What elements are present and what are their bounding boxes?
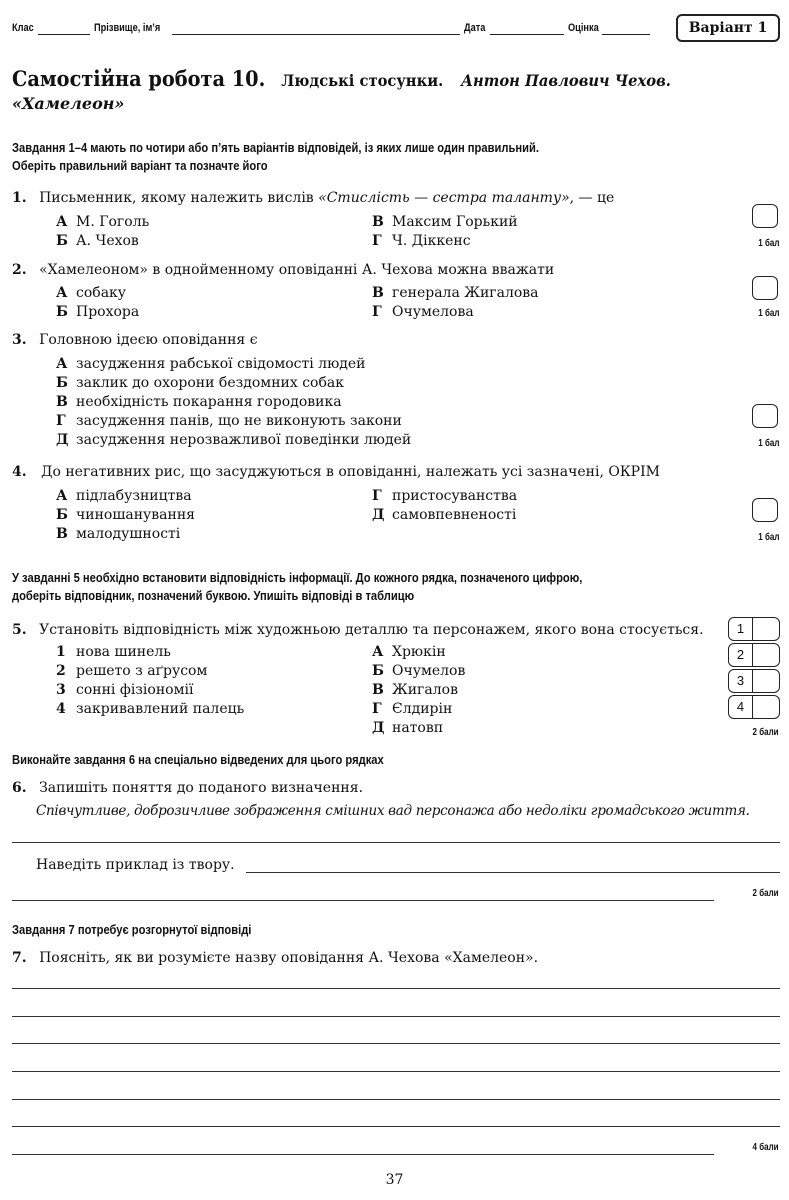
question-number: 3. bbox=[12, 332, 27, 348]
points-3: 1 бал bbox=[757, 438, 779, 449]
question-number: 6. bbox=[12, 780, 27, 796]
answer-cell[interactable] bbox=[752, 669, 780, 693]
answer-line[interactable] bbox=[12, 1126, 780, 1127]
name-label: Прізвище, ім’я bbox=[94, 22, 161, 34]
topic-title: Людські стосунки. bbox=[281, 71, 444, 90]
question-number: 1. bbox=[12, 190, 27, 206]
page-number: 37 bbox=[385, 1172, 404, 1188]
question-text: Поясніть, як ви розумієте назву оповідання А. Чехова «Хамелеон». bbox=[39, 950, 539, 966]
question-number: 4. bbox=[12, 464, 27, 480]
answer-box-4[interactable] bbox=[752, 498, 778, 522]
question-text: До негативних рис, що засуджуються в оповіданні, належать усі зазначені, ОКРІМ bbox=[41, 464, 660, 480]
question-3 bbox=[12, 332, 258, 348]
question-text: Запишіть поняття до поданого визначення. bbox=[39, 780, 364, 796]
answer-box-3[interactable] bbox=[752, 404, 778, 428]
answer-line[interactable] bbox=[12, 842, 780, 843]
grade-label: Оцінка bbox=[568, 22, 599, 34]
points-2: 1 бал bbox=[757, 308, 779, 319]
option-v[interactable]: В необхідність покарання городовика bbox=[56, 394, 342, 410]
instruction-2-line1: У завданні 5 необхідно встановити відповідність інформації. До кожного рядка, позначеного цифрою, bbox=[12, 570, 583, 585]
grade-field[interactable] bbox=[602, 34, 650, 35]
option-b[interactable]: Б заклик до охорони бездомних собак bbox=[56, 375, 345, 391]
question-text: Письменник, якому належить вислів bbox=[39, 190, 319, 206]
option-d[interactable]: Д засудження нерозважливої поведінки людей bbox=[56, 432, 412, 448]
answer-line[interactable] bbox=[12, 1016, 780, 1017]
date-field[interactable] bbox=[490, 34, 564, 35]
match-right-g: Г Єлдирін bbox=[372, 701, 453, 717]
answer-cell[interactable] bbox=[752, 617, 780, 641]
variant-label: Варіант 1 bbox=[688, 20, 768, 36]
points-4: 1 бал bbox=[757, 532, 779, 543]
option-g[interactable]: Г Очумелова bbox=[372, 304, 474, 320]
answer-line[interactable] bbox=[12, 1154, 714, 1155]
question-6 bbox=[12, 780, 363, 796]
example-prompt: Наведіть приклад із твору. bbox=[36, 857, 235, 873]
instruction-2-line2: доберіть відповідник, позначений буквою. Упишіть відповіді в таблицю bbox=[12, 588, 415, 603]
answer-box-1[interactable] bbox=[752, 204, 778, 228]
question-1 bbox=[12, 190, 614, 206]
question-number: 5. bbox=[12, 622, 27, 638]
option-b[interactable]: Б А. Чехов bbox=[56, 233, 139, 249]
answer-line[interactable] bbox=[12, 1043, 780, 1044]
answer-cell[interactable] bbox=[752, 643, 780, 667]
option-g[interactable]: Г Ч. Діккенс bbox=[372, 233, 471, 249]
class-label: Клас bbox=[12, 22, 34, 34]
match-left-2: 2 решето з аґрусом bbox=[56, 663, 208, 679]
points-7: 4 бали bbox=[752, 1142, 779, 1153]
points-1: 1 бал bbox=[757, 238, 779, 249]
question-4 bbox=[12, 464, 660, 480]
page-title bbox=[12, 66, 671, 91]
question-number: 7. bbox=[12, 950, 27, 966]
question-5 bbox=[12, 622, 704, 638]
work-title: Самостійна робота 10. bbox=[12, 66, 266, 91]
match-right-d: Д натовп bbox=[372, 720, 444, 736]
question-text-end: , — це bbox=[569, 190, 615, 206]
option-b[interactable]: Б чиношанування bbox=[56, 507, 195, 523]
date-label: Дата bbox=[464, 22, 486, 34]
instruction-1-line2: Оберіть правильний варіант та позначте його bbox=[12, 158, 268, 173]
question-text: Головною ідеєю оповідання є bbox=[39, 332, 258, 348]
story-title: «Хамелеон» bbox=[12, 94, 125, 113]
option-a[interactable]: А засудження рабської свідомості людей bbox=[56, 356, 366, 372]
option-v[interactable]: В малодушності bbox=[56, 526, 181, 542]
question-2 bbox=[12, 262, 554, 278]
answer-grid-row-3[interactable]: 3 bbox=[728, 669, 780, 693]
match-right-b: Б Очумелов bbox=[372, 663, 466, 679]
answer-box-2[interactable] bbox=[752, 276, 778, 300]
option-b[interactable]: Б Прохора bbox=[56, 304, 140, 320]
question-text: «Хамелеоном» в однойменному оповіданні А. Чехова можна вважати bbox=[39, 262, 555, 278]
option-a[interactable]: А собаку bbox=[56, 285, 127, 301]
instruction-4: Завдання 7 потребує розгорнутої відповіді bbox=[12, 922, 252, 937]
option-d[interactable]: Д самовпевненості bbox=[372, 507, 517, 523]
option-g[interactable]: Г засудження панів, що не виконують закони bbox=[56, 413, 402, 429]
instruction-3: Виконайте завдання 6 на спеціально відведених для цього рядках bbox=[12, 752, 384, 767]
author-title: Антон Павлович Чехов. bbox=[461, 71, 671, 90]
option-a[interactable]: А підлабузництва bbox=[56, 488, 192, 504]
option-v[interactable]: В Максим Горький bbox=[372, 214, 518, 230]
answer-line[interactable] bbox=[12, 1071, 780, 1072]
points-5: 2 бали bbox=[752, 727, 779, 738]
question-quote: «Стислість — сестра таланту» bbox=[318, 190, 570, 206]
match-left-1: 1 нова шинель bbox=[56, 644, 171, 660]
question-text: Установіть відповідність між художньою деталлю та персонажем, якого вона стосується. bbox=[39, 622, 704, 638]
variant-box bbox=[676, 14, 780, 42]
answer-line[interactable] bbox=[12, 900, 714, 901]
match-left-3: 3 сонні фізіономії bbox=[56, 682, 194, 698]
answer-line[interactable] bbox=[246, 872, 780, 873]
option-g[interactable]: Г пристосуванства bbox=[372, 488, 518, 504]
definition-text: Співчутливе, доброзичливе зображення смішних вад персонажа або недоліки громадського життя. bbox=[36, 803, 750, 819]
question-7 bbox=[12, 950, 538, 966]
match-right-a: А Хрюкін bbox=[372, 644, 446, 660]
option-a[interactable]: А М. Гоголь bbox=[56, 214, 150, 230]
answer-grid-row-4[interactable]: 4 bbox=[728, 695, 780, 719]
answer-grid-row-2[interactable]: 2 bbox=[728, 643, 780, 667]
answer-cell[interactable] bbox=[752, 695, 780, 719]
points-6: 2 бали bbox=[752, 888, 779, 899]
name-field[interactable] bbox=[172, 34, 460, 35]
match-left-4: 4 закривавлений палець bbox=[56, 701, 245, 717]
answer-line[interactable] bbox=[12, 1099, 780, 1100]
instruction-1-line1: Завдання 1–4 мають по чотири або п’ять варіантів відповідей, із яких лише один правильний. bbox=[12, 140, 539, 155]
match-right-v: В Жигалов bbox=[372, 682, 458, 698]
option-v[interactable]: В генерала Жигалова bbox=[372, 285, 539, 301]
question-number: 2. bbox=[12, 262, 27, 278]
answer-grid-row-1[interactable]: 1 bbox=[728, 617, 780, 641]
class-field[interactable] bbox=[38, 34, 90, 35]
answer-line[interactable] bbox=[12, 988, 780, 989]
